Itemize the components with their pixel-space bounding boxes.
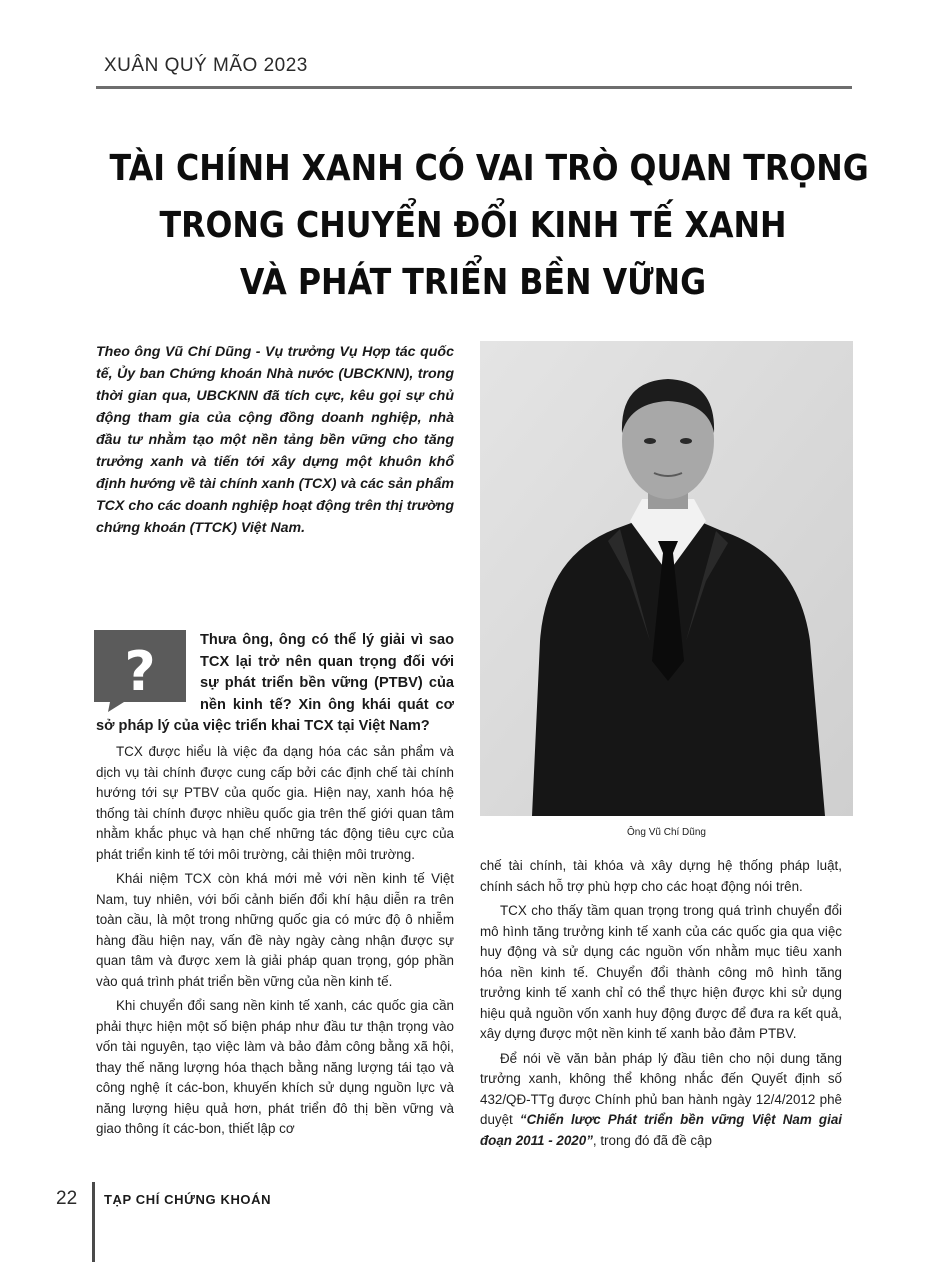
article-title xyxy=(109,140,869,311)
strategy-title: “Chiến lược Phát triển bền vững Việt Nam giai đoạn 2011 - 2020” xyxy=(480,1112,842,1148)
title-line-3: VÀ PHÁT TRIỂN BỀN VỮNG xyxy=(239,262,707,303)
section-header: XUÂN QUÝ MÃO 2023 xyxy=(104,55,308,76)
photo-caption: Ông Vũ Chí Dũng xyxy=(627,827,706,838)
article-lead: Theo ông Vũ Chí Dũng - Vụ trưởng Vụ Hợp tác quốc tế, Ủy ban Chứng khoán Nhà nước (UBCKNN), trong thời gian qua, UBCKNN đã tích cực, kêu gọi sự chủ động tham gia của cộng đồng doanh nghiệp, nhà đầu tư nhằm tạo một nền tảng bền vững cho tăng trưởng xanh và tiến tới xây dựng một khuôn khổ định hướng về tài chính xanh (TCX) và các sản phẩm TCX cho các doanh nghiệp hoạt động trên thị trường chứng khoán (TTCK) Việt Nam. xyxy=(96,344,454,536)
paragraph: chế tài chính, tài khóa và xây dựng hệ thống pháp luật, chính sách hỗ trợ phù hợp cho các hoạt động nói trên. xyxy=(480,858,842,894)
title-line-1: TÀI CHÍNH XANH CÓ VAI TRÒ QUAN TRỌNG xyxy=(109,148,869,189)
portrait-illustration xyxy=(480,341,853,816)
paragraph: TCX cho thấy tầm quan trọng trong quá trình chuyển đổi mô hình tăng trưởng kinh tế xanh của các quốc gia qua việc huy động và sử dụng các nguồn vốn nhằm mục tiêu xanh hóa nền kinh tế. Chuyển đổi thành công mô hình tăng trưởng kinh tế xanh chỉ có thể thực hiện được khi sử dụng hiệu quả nguồn vốn xanh huy động được để đưa ra kết quả, xây dựng được một nền kinh tế xanh bảo đảm PTBV. xyxy=(480,903,842,1041)
paragraph-text: Để nói về văn bản pháp lý đầu tiên cho nội dung tăng trưởng xanh, không thể không nhắc đến Quyết định số 432/QĐ-TTg được Chính phủ ban hành ngày 12/4/2012 phê duyệt xyxy=(480,1050,842,1127)
header-divider xyxy=(96,86,852,89)
paragraph: Khái niệm TCX còn khá mới mẻ với nền kinh tế Việt Nam, tuy nhiên, với bối cảnh biến đổi khí hậu diễn ra trên toàn cầu, là một trong những quốc gia có mức độ ô nhiễm hàng đầu hiện nay, vấn đề này ngày càng nhận được sự quan tâm và được xem là giải pháp quan trọng, góp phần vào quá trình phát triển bền vững của nền kinh tế. xyxy=(96,871,454,989)
title-line-2: TRONG CHUYỂN ĐỔI KINH TẾ XANH xyxy=(159,205,787,246)
paragraph-text: , trong đó đã đề cập xyxy=(592,1132,713,1148)
magazine-name: TẠP CHÍ CHỨNG KHOÁN xyxy=(104,1192,272,1207)
body-column-left xyxy=(96,742,454,1144)
interview-question: Thưa ông, ông có thể lý giải vì sao TCX lại trở nên quan trọng đối với sự phát triển bền vững (PTBV) của nền kinh tế? Xin ông khái quát cơ sở pháp lý của việc triển khai TCX tại Việt Nam? xyxy=(96,632,454,734)
page-number: 22 xyxy=(56,1188,78,1209)
paragraph: Khi chuyển đổi sang nền kinh tế xanh, các quốc gia cần phải thực hiện một số biện pháp như đầu tư thận trọng vào vốn tài nguyên, tạo việc làm và bảo đảm công bằng xã hội, thay thế năng lượng hóa thạch bằng năng lượng tái tạo và công nghệ ít các-bon, khuyến khích sử dụng nguồn lực và năng lượng hiệu quả hơn, phát triển đô thị bền vững và giao thông ít các-bon, thiết lập cơ xyxy=(96,998,454,1136)
body-column-right xyxy=(480,856,842,1155)
paragraph xyxy=(480,1049,842,1152)
footer-divider xyxy=(92,1182,95,1262)
svg-text:?: ? xyxy=(124,640,156,703)
paragraph: TCX được hiểu là việc đa dạng hóa các sản phẩm và dịch vụ tài chính được cung cấp bởi các định chế tài chính hướng tới sự PTBV của quốc gia. Hiện nay, xanh hóa hệ thống tài chính được nhiều quốc gia trên thế giới quan tâm nhằm khắc phục và hạn chế những tác động tiêu cực của phát triển kinh tế tới môi trường, cải thiện môi trường. xyxy=(96,744,454,862)
portrait-photo xyxy=(480,341,853,816)
